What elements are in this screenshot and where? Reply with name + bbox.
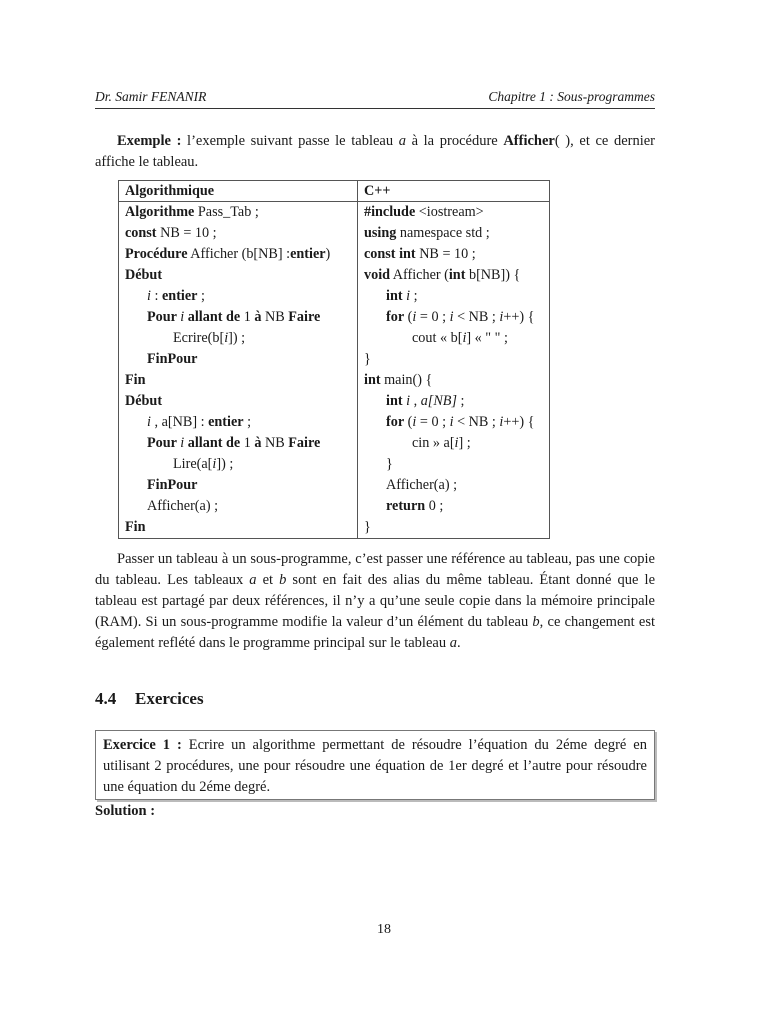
algo-line: const NB = 10 ; — [125, 225, 217, 241]
table-header-row — [119, 181, 550, 202]
cpp-line: int i , a[NB] ; — [386, 393, 465, 409]
exercise-label: Exercice 1 : — [103, 737, 182, 753]
solution-label: Solution : — [95, 803, 156, 819]
cpp-line: } — [386, 456, 393, 472]
exercise-text: Ecrire un algorithme permettant de résoudre l’équation du 2éme degré en utilisant 2 procédures, une pour résoudre une équation de 1er degré et l’autre pour résoudre une équation du 2éme degré. — [103, 737, 647, 795]
header-algorithmique: Algorithmique — [119, 181, 358, 202]
exercise-box — [95, 730, 655, 800]
header-rule — [95, 108, 655, 109]
algo-line: Fin — [125, 519, 146, 535]
cpp-line: Afficher(a) ; — [386, 477, 458, 493]
cpp-line: int main() { — [364, 372, 433, 388]
algo-line: Ecrire(b[i]) ; — [173, 330, 246, 346]
cpp-line: cin » a[i] ; — [412, 435, 471, 451]
cpp-line: } — [364, 351, 371, 367]
algo-line: Procédure Afficher (b[NB] :entier) — [125, 246, 331, 262]
algo-line: Pour i allant de 1 à NB Faire — [147, 309, 321, 325]
section-heading — [95, 689, 204, 709]
intro-paragraph: Exemple : l’exemple suivant passe le tableau a à la procédure Afficher( ), et ce dernier affiche le tableau. — [95, 133, 656, 170]
algo-line: Fin — [125, 372, 146, 388]
page-number: 18 — [377, 922, 391, 937]
example-label: Exemple : — [117, 133, 182, 149]
algo-line: Pour i allant de 1 à NB Faire — [147, 435, 321, 451]
algorithm-column — [119, 202, 358, 539]
algo-line: i , a[NB] : entier ; — [147, 414, 252, 430]
section-number: 4.4 — [95, 689, 117, 708]
algo-line: Début — [125, 267, 163, 283]
header-chapter: Chapitre 1 : Sous-programmes — [488, 89, 655, 104]
cpp-line: const int NB = 10 ; — [364, 246, 476, 262]
algo-line: Algorithme Pass_Tab ; — [125, 204, 259, 220]
table-body-row — [119, 202, 550, 539]
cpp-line: for (i = 0 ; i < NB ; i++) { — [386, 309, 535, 325]
cpp-line: #include <iostream> — [364, 204, 484, 220]
explanation-paragraph: Passer un tableau à un sous-programme, c’est passer une référence au tableau, pas une copie du tableau. Les tableaux a et b sont en fait des alias du même tableau. Étant donné que le tableau est partagé par deux références, il n’y a qu’une seule copie dans la mémoire principale (RAM). Si un sous-programme modifie la valeur d’un élément du tableau b, ce changement est également reflété dans le programme principal sur le tableau a. — [95, 551, 656, 651]
cpp-line: return 0 ; — [386, 498, 444, 514]
cpp-line: void Afficher (int b[NB]) { — [364, 267, 521, 283]
algo-line: i : entier ; — [147, 288, 205, 304]
section-title: Exercices — [135, 689, 204, 708]
code-comparison-table — [118, 180, 550, 539]
algo-line: FinPour — [147, 477, 198, 493]
cpp-line: using namespace std ; — [364, 225, 490, 241]
algo-line: Afficher(a) ; — [147, 498, 219, 514]
cpp-line: int i ; — [386, 288, 418, 304]
cpp-line: } — [364, 519, 371, 535]
cpp-line: for (i = 0 ; i < NB ; i++) { — [386, 414, 535, 430]
running-header — [95, 89, 655, 107]
cpp-column — [358, 202, 550, 539]
algo-line: FinPour — [147, 351, 198, 367]
header-author: Dr. Samir FENANIR — [95, 89, 207, 104]
header-cpp: C++ — [358, 181, 550, 202]
cpp-line: cout « b[i] « " " ; — [412, 330, 508, 346]
algo-line: Lire(a[i]) ; — [173, 456, 234, 472]
algo-line: Début — [125, 393, 163, 409]
